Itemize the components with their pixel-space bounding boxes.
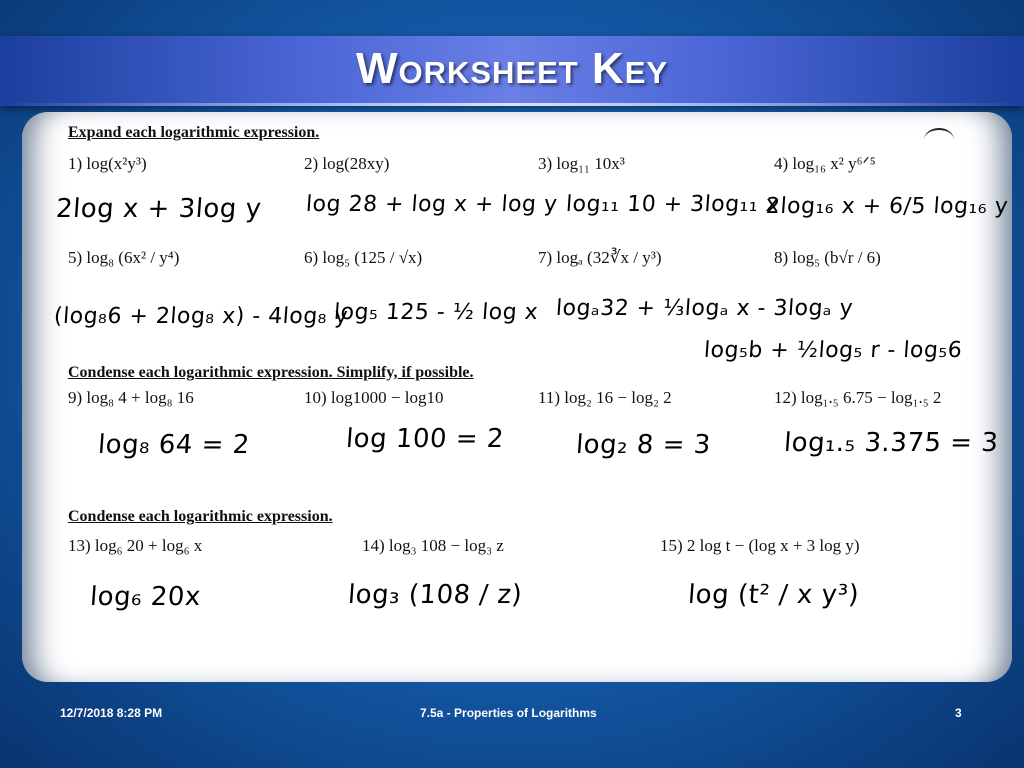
problem-1: 1) log(x²y³) [68,154,147,173]
answer-7: logₐ32 + ⅓logₐ x - 3logₐ y [555,296,855,321]
problem-8: 8) log₅ (b√r / 6) [774,248,881,267]
answer-4: 2log₁₆ x + 6/5 log₁₆ y [765,194,1010,219]
answer-10: log 100 = 2 [344,424,505,454]
section-heading-condense: Condense each logarithmic expression. [68,508,333,525]
footer-datetime: 12/7/2018 8:28 PM [60,706,163,720]
section-heading-expand: Expand each logarithmic expression. [68,124,320,141]
answer-9: log₈ 64 = 2 [96,430,251,460]
problem-12: 12) log₁.₅ 6.75 − log₁.₅ 2 [774,388,942,407]
problem-13: 13) log₆ 20 + log₆ x [68,536,203,555]
title-bar [0,36,1024,106]
problem-5: 5) log₈ (6x² / y⁴) [68,248,180,267]
problem-10: 10) log1000 − log10 [304,388,444,407]
answer-11: log₂ 8 = 3 [574,430,712,460]
footer-page-number: 3 [955,706,962,720]
section-heading-condense-simplify: Condense each logarithmic expression. Simplify, if possible. [68,364,474,381]
problem-14: 14) log₃ 108 − log₃ z [362,536,504,555]
answer-14: log₃ (108 / z) [346,580,524,610]
problem-15: 15) 2 log t − (log x + 3 log y) [660,536,860,555]
answer-1: 2log x + 3log y [54,194,263,224]
footer-course-title: 7.5a - Properties of Logarithms [420,706,597,720]
problem-6: 6) log₅ (125 / √x) [304,248,423,267]
answer-15: log (t² / x y³) [686,580,861,610]
problem-9: 9) log₈ 4 + log₈ 16 [68,388,194,407]
worksheet-content [53,112,1010,682]
problem-4: 4) log₁₆ x² y⁶ᐟ⁵ [774,154,876,173]
answer-8: log₅b + ½log₅ r - log₅6 [703,338,964,363]
answer-2: log 28 + log x + log y [305,192,559,217]
problem-7: 7) logₐ (32∛x / y³) [538,248,662,267]
problem-2: 2) log(28xy) [304,154,390,173]
problem-3: 3) log₁₁ 10x³ [538,154,625,173]
pen-mark [924,128,954,152]
answer-13: log₆ 20x [88,582,202,612]
answer-3: log₁₁ 10 + 3log₁₁ x [565,192,781,217]
answer-6: log₅ 125 - ½ log x [333,300,540,325]
answer-5: (log₈6 + 2log₈ x) - 4log₈ y [53,304,349,329]
answer-12: log₁.₅ 3.375 = 3 [782,428,1000,458]
slide-title: Worksheet Key [355,44,669,93]
worksheet-image [22,112,1012,682]
problem-11: 11) log₂ 16 − log₂ 2 [538,388,672,407]
